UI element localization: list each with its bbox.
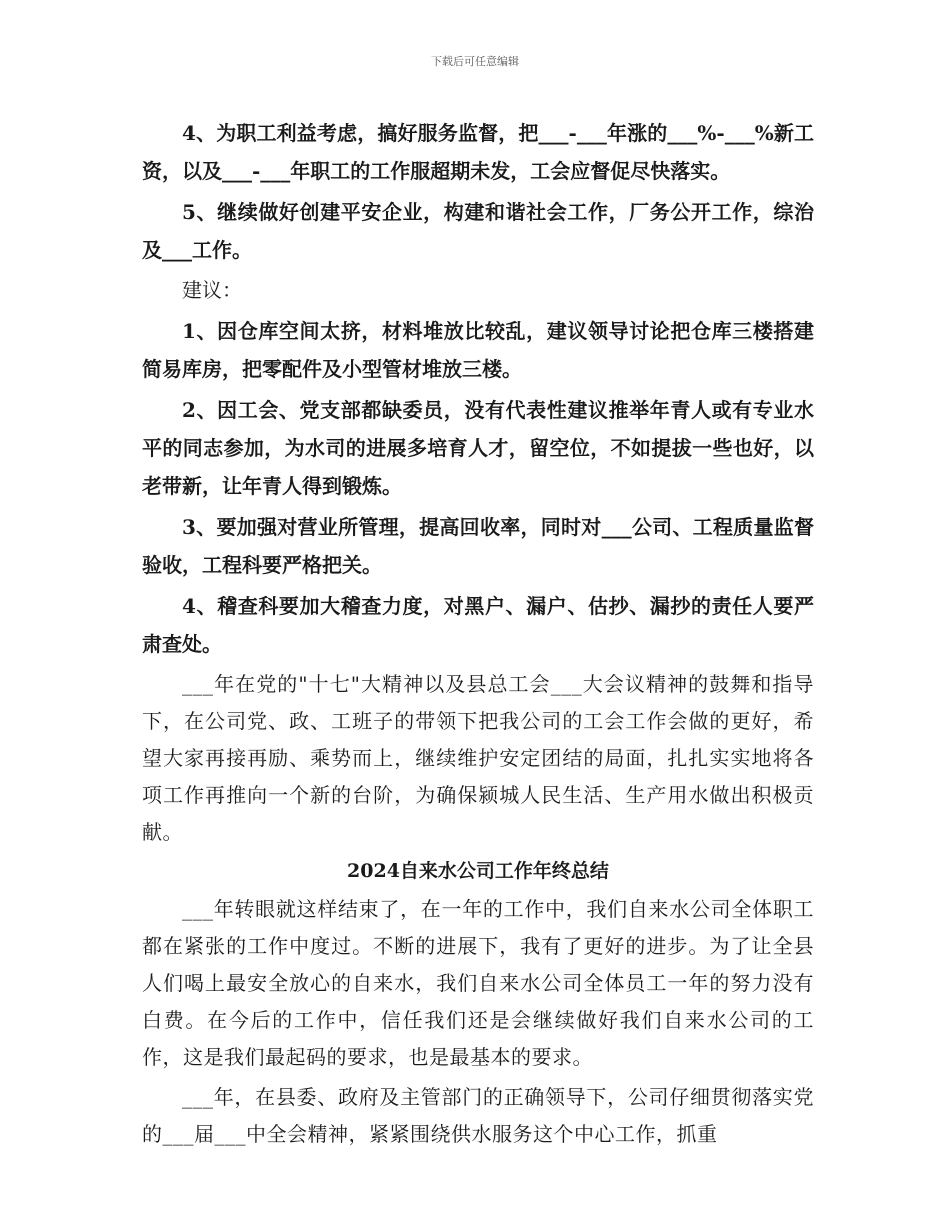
suggestion-label: 建议： xyxy=(182,278,242,302)
suggestion-1: 1、因仓库空间太挤，材料堆放比较乱，建议领导讨论把仓库三楼搭建简易库房，把零配件及小型管材堆放三楼。 xyxy=(142,319,814,381)
document-body xyxy=(142,114,814,1153)
suggestion-4: 4、稽查科要加大稽查力度，对黑户、漏户、估抄、漏抄的责任人要严肃查处。 xyxy=(142,594,814,656)
summary-paragraph-1: ___年转眼就这样结束了，在一年的工作中，我们自来水公司全体职工都在紧张的工作中度过。不断的进展下，我有了更好的进步。为了让全县人们喝上最安全放心的自来水，我们自来水公司全体员工一年的努力没有白费。在今后的工作中，信任我们还是会继续做好我们自来水公司的工作，这是我们最起码的要求，也是最基本的要求。 xyxy=(142,897,814,1069)
closing-paragraph: ___年在党的"十七"大精神以及县总工会___大会议精神的鼓舞和指导下，在公司党、政、工班子的带领下把我公司的工会工作会做的更好，希望大家再接再励、乘势而上，继续维护安定团结的局面，扎扎实实地将各项工作再推向一个新的台阶，为确保颍城人民生活、生产用水做出积极贡献。 xyxy=(142,672,814,844)
suggestion-2: 2、因工会、党支部都缺委员，没有代表性建议推举年青人或有专业水平的同志参加，为水司的进展多培育人才，留空位，不如提拔一些也好，以老带新，让年青人得到锻炼。 xyxy=(142,398,814,498)
paragraph-item-5: 5、继续做好创建平安企业，构建和谐社会工作，厂务公开工作，综治及___工作。 xyxy=(142,200,814,262)
page-header: 下载后可任意编辑 xyxy=(431,55,519,68)
paragraph-item-4: 4、为职工利益考虑，搞好服务监督，把___-___年涨的___%-___%新工资，以及___-___年职工的工作服超期未发，工会应督促尽快落实。 xyxy=(142,121,814,183)
suggestion-3: 3、要加强对营业所管理，提高回收率，同时对___公司、工程质量监督验收，工程科要严格把关。 xyxy=(142,515,814,577)
summary-paragraph-2: ___年，在县委、政府及主管部门的正确领导下，公司仔细贯彻落实党的___届___中全会精神，紧紧围绕供水服务这个中心工作，抓重 xyxy=(142,1085,814,1146)
section-title: 2024自来水公司工作年终总结 xyxy=(347,860,609,882)
